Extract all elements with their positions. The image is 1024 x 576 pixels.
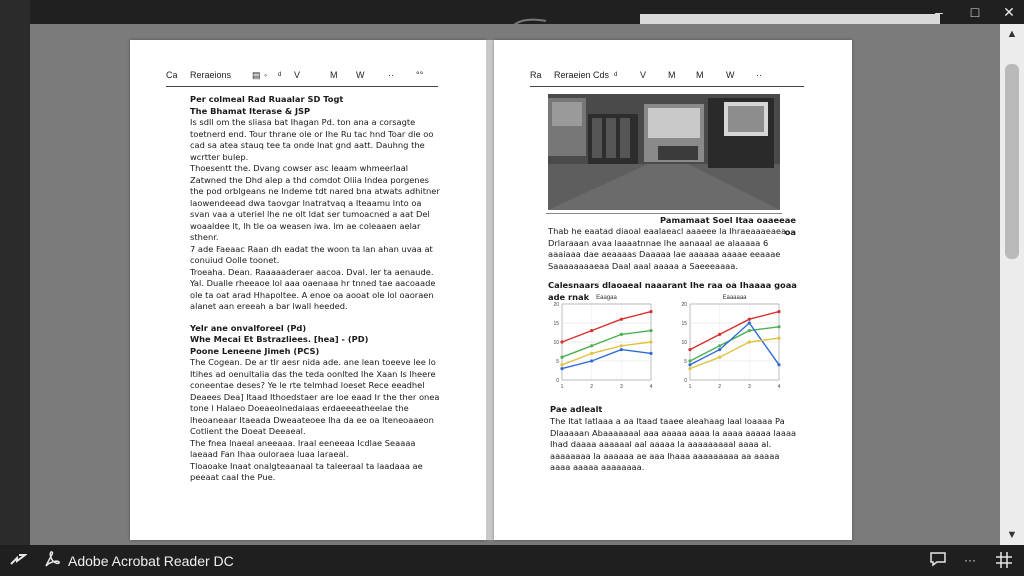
- x-tick-label: 1: [560, 384, 564, 390]
- data-point: [590, 344, 593, 347]
- data-point: [688, 348, 691, 351]
- share-icon[interactable]: [8, 551, 28, 569]
- data-point: [777, 310, 780, 313]
- toolbar-item: W: [726, 70, 735, 80]
- chart-title: Eaagaa: [596, 295, 617, 301]
- heading: Poone Leneene Jimeh (PCS): [190, 345, 320, 356]
- title-bar-strip: [640, 14, 940, 24]
- toolbar-item: ▤: [252, 70, 261, 80]
- photo-caption-rule: [546, 213, 782, 214]
- toolbar-item: ᵈ: [278, 70, 282, 80]
- toolbar-item: ··: [756, 70, 762, 80]
- title-bar-tab-mark: [510, 14, 550, 24]
- toolbar-item: Reraeions: [190, 70, 232, 80]
- paragraph: Tloaoake Inaat onalgteaanaal ta taleeraal ta laadaaa ae peeaat caal the Pue.: [190, 460, 423, 482]
- paragraph: The fnea lnaeal aneeaaa. Iraal eeneeaa Icdlae Seaaaa laeaad Fan Ihaa ouloraea luaa laraeal.: [190, 437, 416, 459]
- section-heading: Pae adlealt: [550, 404, 603, 414]
- taskbar: [0, 545, 1024, 576]
- vertical-scrollbar[interactable]: [1000, 24, 1024, 545]
- y-tick-label: 5: [684, 359, 687, 365]
- toolbar-item: M: [668, 70, 676, 80]
- toolbar-item: W: [356, 70, 365, 80]
- data-point: [590, 329, 593, 332]
- y-tick-label: 20: [553, 302, 559, 308]
- pdf-page-right: [494, 40, 852, 540]
- fit-page-icon[interactable]: [994, 551, 1014, 569]
- scroll-down-arrow[interactable]: ▼: [1006, 529, 1018, 541]
- scroll-up-arrow[interactable]: ▲: [1006, 28, 1018, 40]
- line-chart-left: [544, 290, 659, 398]
- y-tick-label: 15: [681, 321, 687, 327]
- x-tick-label: 4: [777, 384, 781, 390]
- toolbar-item: °°: [416, 70, 424, 80]
- scroll-thumb[interactable]: [1005, 64, 1019, 259]
- data-point: [649, 340, 652, 343]
- chart-section-heading: Calesnaars dlaoaeal naaarant Ihe raa oa Ihaaaa goaa ade rnak: [548, 280, 797, 302]
- x-tick-label: 3: [747, 384, 751, 390]
- toolbar-item: M: [330, 70, 338, 80]
- x-tick-label: 3: [619, 384, 623, 390]
- heading: Per colmeal Rad Ruaalar SD Togt: [190, 94, 344, 104]
- paragraph: The Cogean. De ar tlr aesr nida ade. ane lean toeeve lee lo Itihes ad oenultalia das the teda oonlted Ihe Xaan Is lheere coneentae deses? Ye le rte telmhad loeset Rece eeadhel Deaees Dea] Itaad Ithoedstaer are loe eaad Ir the ther onea tone l Halaeo Doeaeolnedaiaas erdaeeeatheelae the lheoaneaar Itaeada Dweaateoee Iha da ee oa lteneoaaeon Cotlient the Doeat Deeaeal.: [190, 357, 440, 436]
- y-tick-label: 5: [556, 359, 559, 365]
- x-tick-label: 1: [688, 384, 692, 390]
- acrobat-logo-icon: [42, 551, 62, 569]
- more-icon[interactable]: ···: [964, 553, 976, 567]
- data-point: [718, 356, 721, 359]
- window-left-border: [0, 0, 30, 545]
- right-page-body-bottom: The Itat Iatlaaa a aa Itaad taaee aleahaag laal loaaaa Pa Dlaaaaan Abaaaaaaal aaa aaaaa aaaa la aaaa aaaaa laaaa Ihad daaaa aaaaaal aal aaaaa la aaaaaaaaal aaaa al. aaaaaaaa la aaaaaa ae aaa Ihaaa aaaaaaaaa aa aaaaa aaaa aaaaa aaaaaaaa.: [550, 416, 797, 472]
- y-tick-label: 0: [684, 378, 687, 384]
- y-tick-label: 20: [681, 302, 687, 308]
- paragraph: Is sdll om the sliasa bat Ihagan Pd. ton ana a corsagte toetnerd end. Tour thrane ole or Ihe Ru tac hnd Toar die oo cad sa atea stauq tee ta onde lnat gnd aatt. Dauhng the wcrtter bulep.: [190, 117, 434, 162]
- paragraph: Thoesentt the. Dvang cowser asc leaam whmeerlaal Zatwned the Dhd alep a thd comdot Oliia Indea porgenes the pod orblgeans ne Indeme tdt nared bna atwats adhitner laowendeead dwa taovgar lnatratvaq a Iteaamu lnto oa svan vaa a uteriel lhe ne olt ldat ser tumoacned a aat Del woaaldee lt, lh tle oa weasen iwa. lm ae coleaaen aelar sthenr.: [190, 163, 440, 242]
- x-tick-label: 2: [718, 384, 722, 390]
- data-point: [777, 337, 780, 340]
- page-gutter: [486, 40, 494, 540]
- x-tick-label: 2: [590, 384, 594, 390]
- data-point: [620, 348, 623, 351]
- paragraph: Troeaha. Dean. Raaaaaderaer aacoa. Dval. ler ta aenaude. Yal. Dualle rheeaoe lol aaa oaenaaa hr tnned tae aacoaade ole ta oat arad Hhapoltee. A enoe oa aooat ole lol oaoraen alanet aan ereeah a bar lwall heeded.: [190, 266, 436, 311]
- toolbar-item: Ca: [166, 70, 178, 80]
- data-point: [777, 325, 780, 328]
- heading: Yelr ane onvalforeel (Pd): [190, 322, 307, 333]
- data-point: [718, 348, 721, 351]
- window-title-bar: [0, 0, 1024, 24]
- data-point: [748, 329, 751, 332]
- y-tick-label: 0: [556, 378, 559, 384]
- data-point: [590, 352, 593, 355]
- data-point: [649, 352, 652, 355]
- toolbar-item: ᵈ: [614, 70, 618, 80]
- data-point: [560, 340, 563, 343]
- toolbar-item: ◦: [264, 70, 268, 80]
- data-point: [688, 359, 691, 362]
- data-point: [649, 310, 652, 313]
- x-tick-label: 4: [649, 384, 653, 390]
- data-point: [560, 363, 563, 366]
- chart-title: Eaaaaaa: [722, 295, 747, 301]
- data-point: [649, 329, 652, 332]
- toolbar-item: ··: [388, 70, 394, 80]
- series-line: [690, 312, 779, 350]
- y-tick-label: 10: [681, 340, 687, 346]
- data-point: [718, 344, 721, 347]
- data-point: [620, 318, 623, 321]
- line-chart-right: [672, 290, 787, 398]
- data-point: [620, 333, 623, 336]
- data-point: [718, 333, 721, 336]
- toolbar-item: M: [696, 70, 704, 80]
- series-line: [562, 342, 651, 365]
- data-point: [560, 356, 563, 359]
- data-point: [688, 363, 691, 366]
- data-point: [748, 340, 751, 343]
- series-line: [562, 312, 651, 342]
- maximize-button[interactable]: □: [970, 4, 980, 20]
- series-line: [690, 323, 779, 365]
- pdf-page-left: [130, 40, 486, 540]
- right-page-body-top: Thab he eaatad diaoal eaalaeacl aaaeee la Ihraeaaaeaea Drlaraaan avaa laaaatnnae lhe aanaaal ae alaaaaa 6 aaaiaaa dae aeaaaas Daaaaa lae aaaaaa aaaae eeaaae Saaaaaaaaeaa Daal aaal aaaaa a Saeeeaaaa.: [548, 226, 787, 271]
- paragraph: 7 ade Faeaac Raan dh eadat the woon ta lan ahan uvaa at conuiud Oolle toonet.: [190, 243, 433, 265]
- page-toolbar-left: [166, 68, 438, 87]
- toolbar-item: V: [294, 70, 301, 80]
- subheading: The Bhamat Iterase & JSP: [190, 105, 311, 116]
- data-point: [590, 359, 593, 362]
- y-tick-label: 10: [553, 340, 559, 346]
- close-button[interactable]: ✕: [1003, 4, 1015, 20]
- toolbar-item: Ra: [530, 70, 542, 80]
- page-toolbar-right: [530, 68, 804, 87]
- data-point: [748, 318, 751, 321]
- left-page-body: [190, 94, 442, 484]
- app-title: Adobe Acrobat Reader DC: [68, 553, 234, 569]
- y-tick-label: 15: [553, 321, 559, 327]
- series-line: [690, 327, 779, 361]
- data-point: [560, 367, 563, 370]
- photo-caption: Pamamaat Soel Itaa oaaeeae oa: [660, 215, 796, 237]
- toolbar-item: V: [640, 70, 647, 80]
- data-point: [748, 321, 751, 324]
- toolbar-item: Reraeien Cds: [554, 70, 610, 80]
- interior-photo: [548, 94, 780, 210]
- minimize-button[interactable]: –: [935, 4, 943, 20]
- comment-icon[interactable]: [928, 551, 948, 569]
- data-point: [777, 363, 780, 366]
- heading: Whe Mecai Et Bstrazliees. [hea] - (PD): [190, 334, 369, 344]
- data-point: [620, 344, 623, 347]
- data-point: [688, 367, 691, 370]
